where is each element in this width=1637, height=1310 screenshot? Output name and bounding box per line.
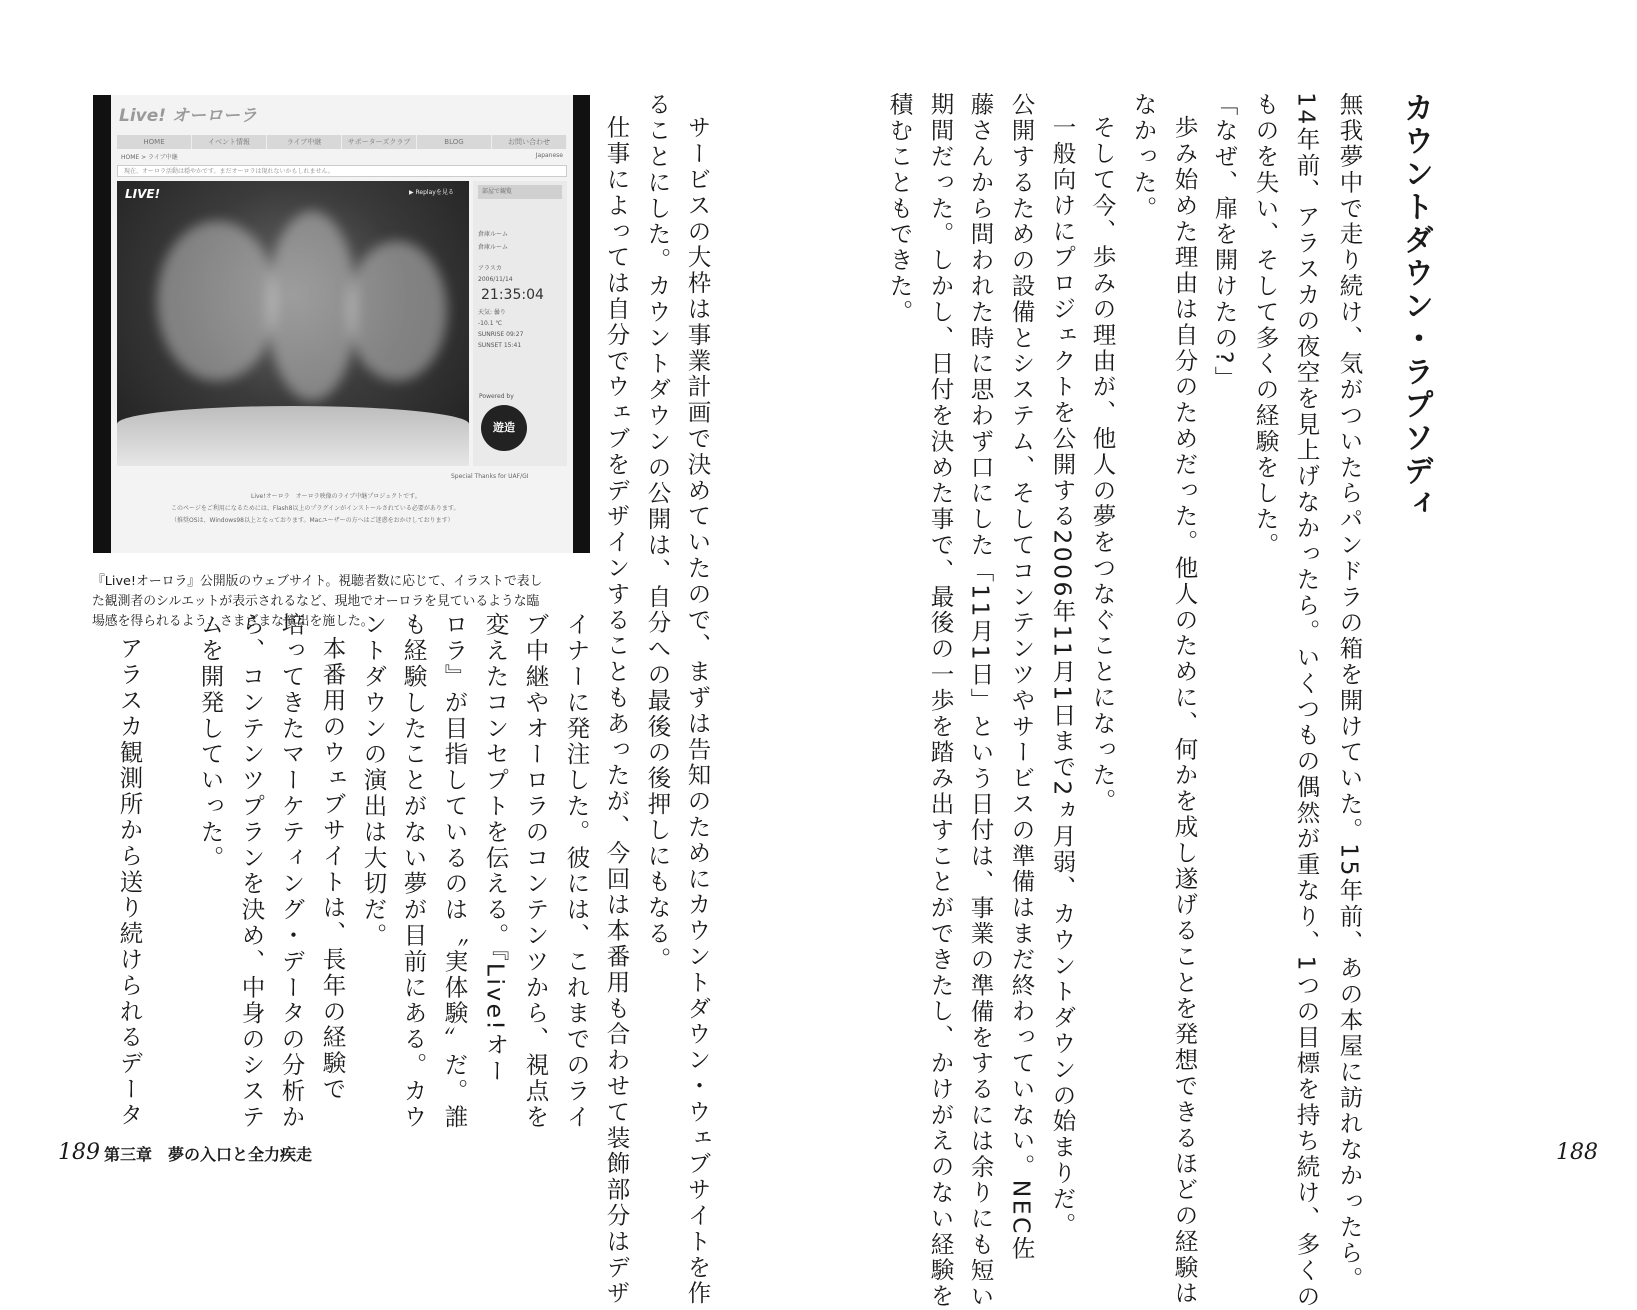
powered-by-logo: 遊造 (481, 405, 527, 451)
temp-label: -10.1 ℃ (478, 320, 503, 327)
left-lower-col-1: イナーに発注した。彼には、これまでのライ (562, 612, 591, 1130)
location-label: アラスカ (478, 265, 502, 272)
right-col-4: 「なぜ、扉を開けたの?」 (1210, 92, 1239, 392)
sunset-label: SUNSET 15:41 (478, 342, 522, 349)
left-lower-col-8: 培ってきたマーケティング・データの分析か (277, 612, 306, 1130)
right-col-12: 積むこともできた。 (885, 92, 914, 326)
left-lower-col-5: も経験したことがない夢が目前にある。カウ (399, 612, 428, 1130)
right-col-2: 14年前、アラスカの夜空を見上げなかったら。いくつもの偶然が重なり、1つの目標を持ち続け、多くの (1292, 92, 1321, 1310)
footer-line-2: このページをご利用になるためには、Flash8以上のプラグインがインストールされている必要があります。 (171, 505, 460, 512)
side-room-2: 倉庫ルーム (478, 244, 509, 251)
figure-caption (92, 572, 587, 632)
date-label: 2006/11/14 (478, 276, 513, 283)
live-tag: LIVE! (125, 187, 161, 201)
clock: 21:35:04 (481, 287, 544, 303)
left-col-3: 仕事によっては自分でウェブをデザインすることもあったが、今回は本番用も合わせて装飾部分はデザ (602, 115, 631, 1307)
section-title: カウントダウン・ラプソディ (1398, 92, 1433, 521)
powered-by-label: Powered by (479, 393, 514, 400)
nav-blog: BLOG (417, 135, 492, 149)
side-header: 部屋で観覧 (478, 185, 562, 199)
left-lower-col-9: ら、コンテンツプランを決め、中身のシステ (237, 612, 266, 1130)
left-lower-col-2: ブ中継やオーロラのコンテンツから、視点を (521, 612, 550, 1130)
left-lower-col-11: アラスカ観測所から送り続けられるデータ (115, 636, 144, 1129)
aurora-live-view (117, 181, 469, 466)
caption-line-2: た観測者のシルエットが表示されるなど、現地でオーロラを見ているような臨 (92, 594, 540, 609)
left-lower-col-3: 変えたコンセプトを伝える。『Live!オー (481, 612, 510, 1085)
caption-line-1: 『Live!オーロラ』公開版のウェブサイト。視聴者数に応じて、イラストで表し (92, 574, 543, 589)
left-lower-col-6: ントダウンの演出は大切だ。 (359, 612, 388, 949)
status-notice: 現在、オーロラ活動は穏やかです。まだオーロラは現れないかもしれません。 (117, 165, 567, 177)
right-col-10: 藤さんから問われた時に思わず口にした「11月1日」という日付は、事業の準備をするには余りにも短い (966, 92, 995, 1310)
nav-supporters: サポーターズクラブ (342, 135, 417, 149)
right-col-3: ものを失い、そして多くの経験をした。 (1251, 92, 1280, 559)
nav-live: ライブ中継 (267, 135, 342, 149)
nav-contact: お問い合わせ (492, 135, 567, 149)
right-col-6: なかった。 (1129, 92, 1158, 222)
sunrise-label: SUNRISE 09:27 (478, 331, 524, 338)
nav-events: イベント情報 (192, 135, 267, 149)
language-label: Japanese (535, 152, 563, 159)
right-col-9: 公開するための設備とシステム、そしてコンテンツやサービスの準備はまだ終わっていない。NEC佐 (1007, 92, 1036, 1262)
left-lower-col-4: ロラ』が目指しているのは〝実体験〟だ。誰 (440, 612, 469, 1130)
right-col-1: 無我夢中で走り続け、気がついたらパンドラの箱を開けていた。15年前、あの本屋に訪れなかったら。 (1335, 92, 1364, 1293)
caption-line-3: 場感を得られるよう、さまざまな演出を施した。 (92, 614, 374, 629)
left-col-2: ることにした。カウントダウンの公開は、自分への最後の後押しにもなる。 (643, 92, 672, 973)
left-col-1: サービスの大枠は事業計画で決めていたので、まずは告知のためにカウントダウン・ウェブサイトを作 (683, 115, 712, 1307)
left-lower-col-7: 本番用のウェブサイトは、長年の経験で (318, 636, 347, 1103)
weather-label: 天気: 曇り (478, 309, 506, 316)
page-number-left: 189 (58, 1140, 100, 1165)
right-col-5: 歩み始めた理由は自分のためだった。他人のために、何かを成し遂げることを発想できるほどの経験は (1170, 115, 1199, 1307)
replay-link: ▶ Replayを見る (409, 189, 454, 196)
side-room-1: 倉庫ルーム (478, 231, 509, 238)
footer-line-1: Live!オーロラ オーロラ映像のライブ中継プロジェクトです。 (251, 493, 421, 500)
footer-line-3: （推奨OSは、Windows98以上となっております。Macユーザーの方へはご迷惑をおかけしております） (171, 517, 454, 524)
nav-home: HOME (117, 135, 192, 149)
chapter-header: 第三章 夢の入口と全力疾走 (104, 1145, 313, 1164)
live-aurora-logo: Live! オーローラ (119, 106, 257, 126)
special-thanks: Special Thanks for UAF/GI (451, 473, 529, 480)
page-number-right: 188 (1556, 1140, 1598, 1165)
right-col-7: そして今、歩みの理由が、他人の夢をつなぐことになった。 (1088, 115, 1117, 815)
website-screenshot (93, 95, 590, 553)
right-col-8: 一般向けにプロジェクトを公開する2006年11月1日まで2ヵ月弱、カウントダウンの始まりだ。 (1048, 115, 1077, 1239)
right-col-11: 期間だった。しかし、日付を決めた事で、最後の一歩を踏み出すことができたし、かけがえのない経験を (926, 92, 955, 1310)
breadcrumb: HOME > ライブ中継 (121, 154, 178, 161)
site-nav (117, 135, 567, 149)
left-lower-col-10: ムを開発していった。 (196, 612, 225, 871)
